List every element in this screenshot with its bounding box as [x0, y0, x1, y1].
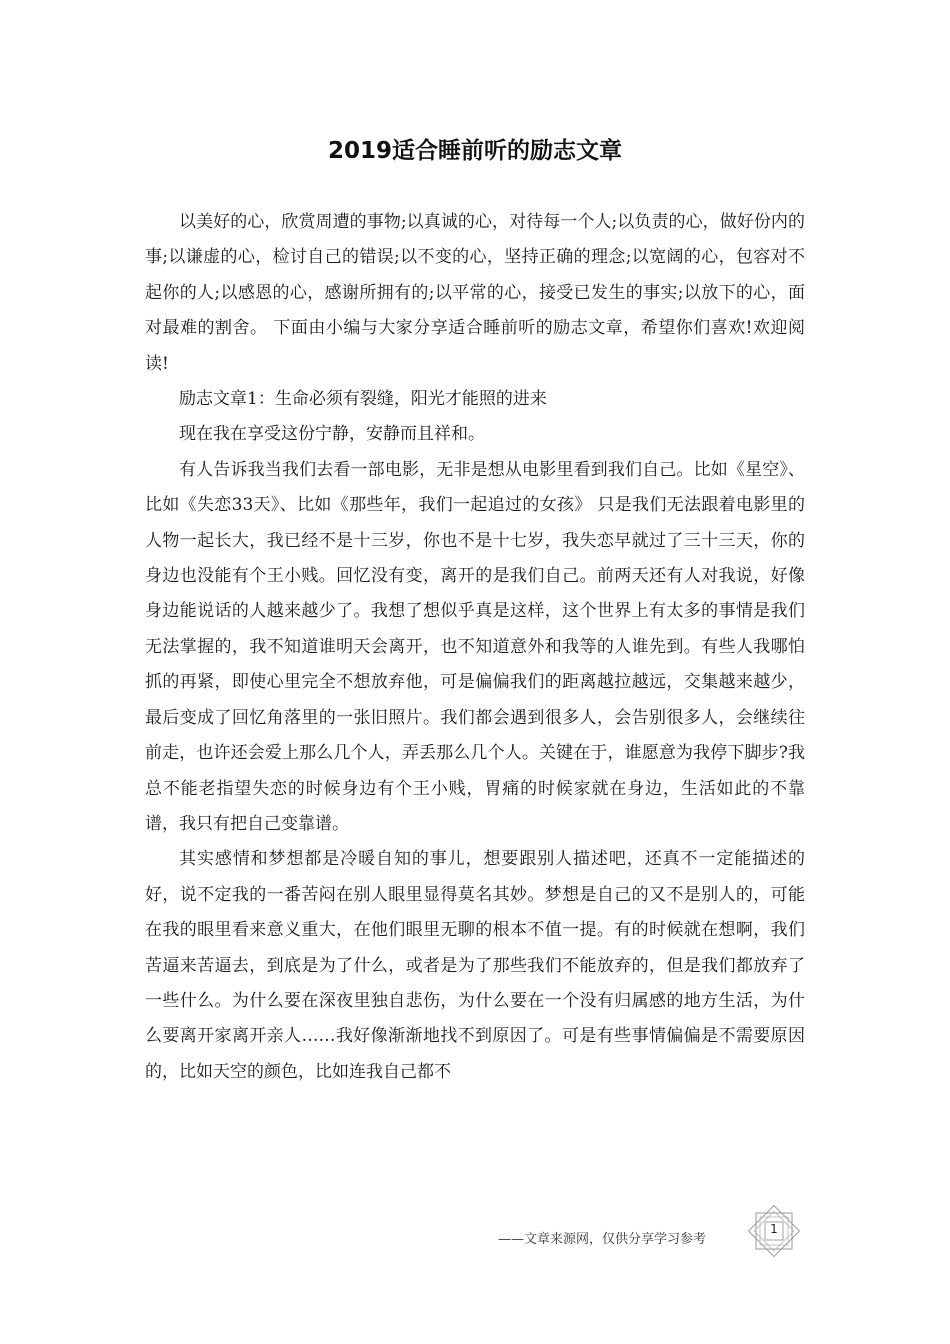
- document-title: 2019适合睡前听的励志文章: [327, 138, 622, 164]
- page-number: 1: [770, 1222, 778, 1236]
- body-paragraph: 其实感情和梦想都是冷暖自知的事儿，想要跟别人描述吧，还真不一定能描述的好，说不定我的一番苦闷在别人眼里显得莫名其妙。梦想是自己的又不是别人的，可能在我的眼里看来意义重大，在他们眼里无聊的根本不值一提。有的时候就在想啊，我们苦逼来苦逼去，到底是为了什么，或者是为了那些我们不能放弃的，但是我们都放弃了一些什么。为什么要在深夜里独自悲伤，为什么要在一个没有归属感的地方生活，为什么要离开家离开亲人……我好像渐渐地找不到原因了。可是有些事情偏偏是不需要原因的，比如天空的颜色，比如连我自己都不: [145, 849, 805, 1082]
- page-number-badge: [748, 1205, 800, 1257]
- body-paragraph: 现在我在享受这份宁静，安静而且祥和。: [179, 424, 485, 445]
- intro-paragraph: 以美好的心，欣赏周遭的事物;以真诚的心，对待每一个人;以负责的心，做好份内的事;以谦虚的心，检讨自己的错误;以不变的心，坚持正确的理念;以宽阔的心，包容对不起你的人;以感恩的心，感谢所拥有的;以平常的心，接受已发生的事实;以放下的心，面对最难的割舍。 下面由小编与大家分享适合睡前听的励志文章，希望你们喜欢!欢迎阅读!: [145, 212, 805, 374]
- article-heading: 励志文章1：生命必须有裂缝，阳光才能照的进来: [179, 389, 547, 410]
- footer-source-note: ——文章来源网，仅供分享学习参考: [498, 1232, 707, 1247]
- document-body: [145, 205, 805, 1090]
- body-paragraph: 有人告诉我当我们去看一部电影，无非是想从电影里看到我们自己。比如《星空》、比如《失恋33天》、比如《那些年，我们一起追过的女孩》 只是我们无法跟着电影里的人物一起长大，我已经不是十三岁，你也不是十七岁，我失恋早就过了三十三天，你的身边也没能有个王小贱。回忆没有变，离开的是我们自己。前两天还有人对我说，好像身边能说话的人越来越少了。我想了想似乎真是这样，这个世界上有太多的事情是我们无法掌握的，我不知道谁明天会离开，也不知道意外和我等的人谁先到。有些人我哪怕抓的再紧，即使心里完全不想放弃他，可是偏偏我们的距离越拉越远，交集越来越少，最后变成了回忆角落里的一张旧照片。我们都会遇到很多人，会告别很多人，会继续往前走，也许还会爱上那么几个人，弄丢那么几个人。关键在于，谁愿意为我停下脚步?我总不能老指望失恋的时候身边有个王小贱，胃痛的时候家就在身边，生活如此的不靠谱，我只有把自己变靠谱。: [145, 459, 805, 834]
